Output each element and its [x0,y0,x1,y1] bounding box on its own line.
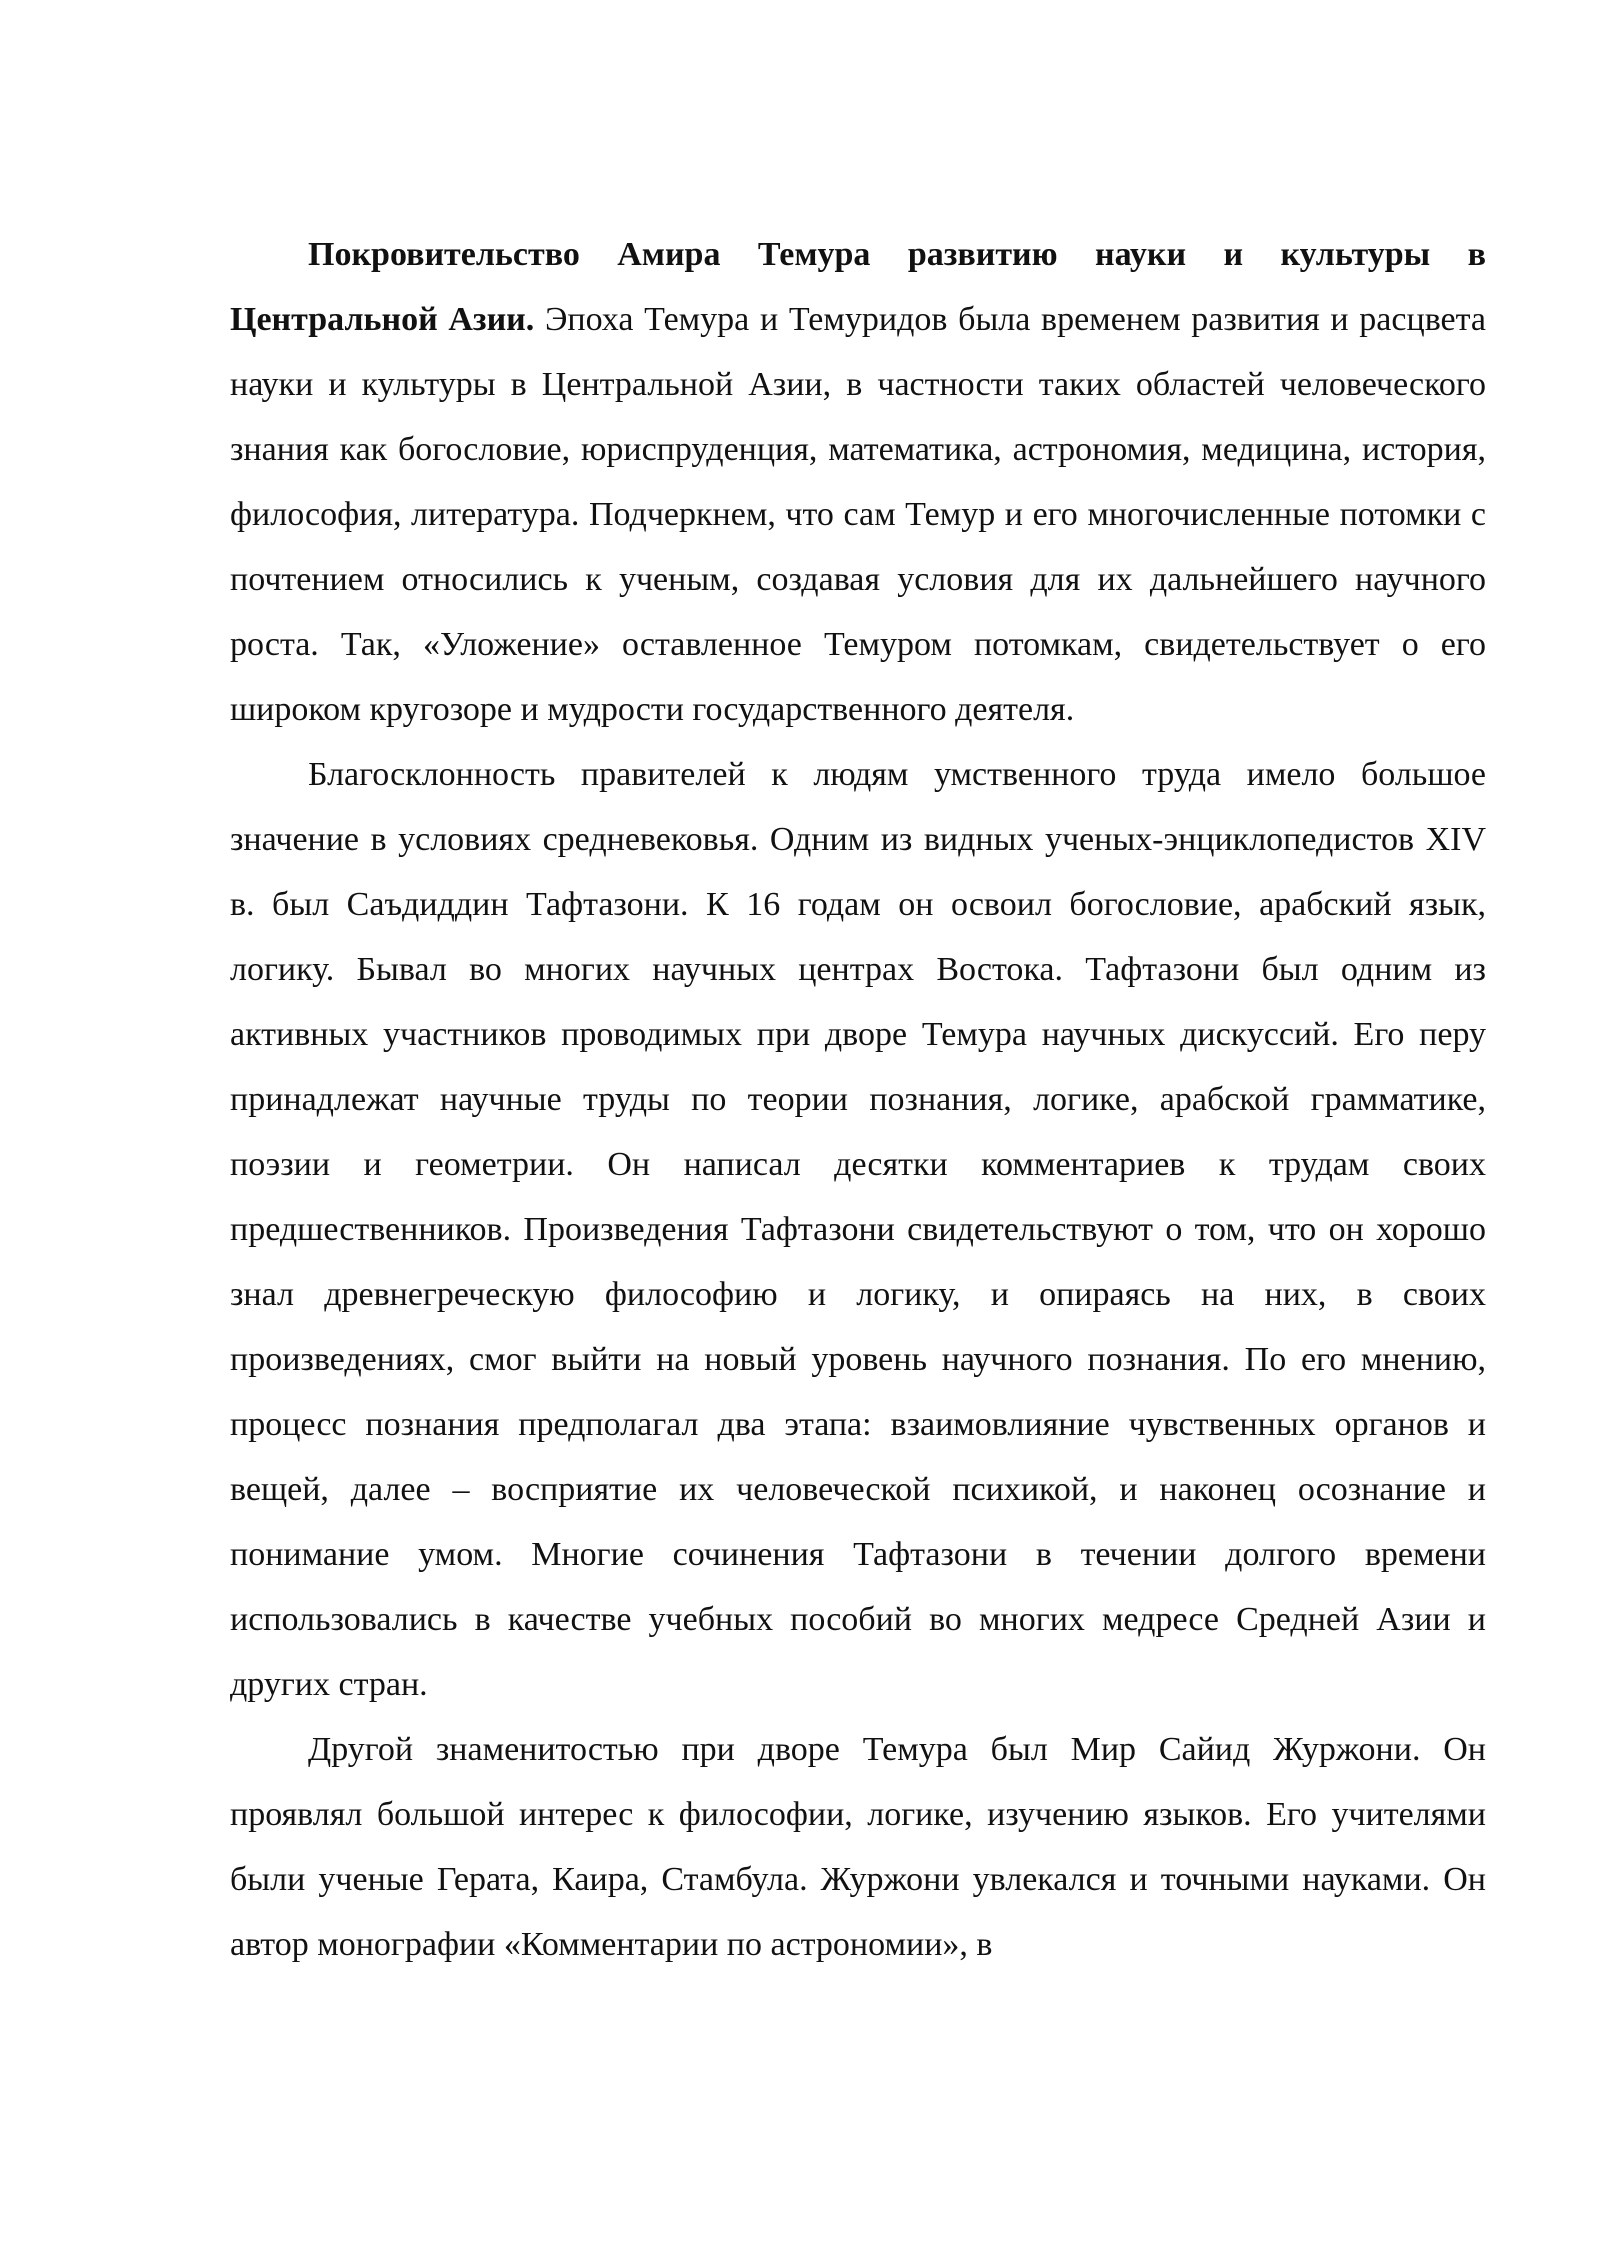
section-heading: Покровительство Амира Темура развитию науки и культуры в Центральной Азии. [230,236,1486,338]
paragraph-1 [230,222,1486,742]
document-page [230,222,1486,1977]
paragraph-3-text: Другой знаменитостью при дворе Темура был Мир Сайид Журжони. Он проявлял большой интерес к философии, логике, изучению языков. Его учителями были ученые Герата, Каира, Стамбула. Журжони увлекался и точными науками. Он автор монографии «Комментарии по астрономии», в [230,1731,1486,1963]
paragraph-2 [230,742,1486,1717]
paragraph-3 [230,1717,1486,1977]
paragraph-1-text: Эпоха Темура и Темуридов была временем развития и расцвета науки и культуры в Центральной Азии, в частности таких областей человеческого знания как богословие, юриспруденция, математика, астрономия, медицина, история, философия, литература. Подчеркнем, что сам Темур и его многочисленные потомки с почтением относились к ученым, создавая условия для их дальнейшего научного роста. Так, «Уложение» оставленное Темуром потомкам, свидетельствует о его широком кругозоре и мудрости государственного деятеля. [230,301,1486,728]
paragraph-2-text: Благосклонность правителей к людям умственного труда имело большое значение в условиях средневековья. Одним из видных ученых-энциклопедистов XIV в. был Саъдиддин Тафтазони. К 16 годам он освоил богословие, арабский язык, логику. Бывал во многих научных центрах Востока. Тафтазони был одним из активных участников проводимых при дворе Темура научных дискуссий. Его перу принадлежат научные труды по теории познания, логике, арабской грамматике, поэзии и геометрии. Он написал десятки комментариев к трудам своих предшественников. Произведения Тафтазони свидетельствуют о том, что он хорошо знал древнегреческую философию и логику, и опираясь на них, в своих произведениях, смог выйти на новый уровень научного познания. По его мнению, процесс познания предполагал два этапа: взаимовлияние чувственных органов и вещей, далее – восприятие их человеческой психикой, и наконец осознание и понимание умом. Многие сочинения Тафтазони в течении долгого времени использовались в качестве учебных пособий во многих медресе Средней Азии и других стран. [230,756,1486,1703]
